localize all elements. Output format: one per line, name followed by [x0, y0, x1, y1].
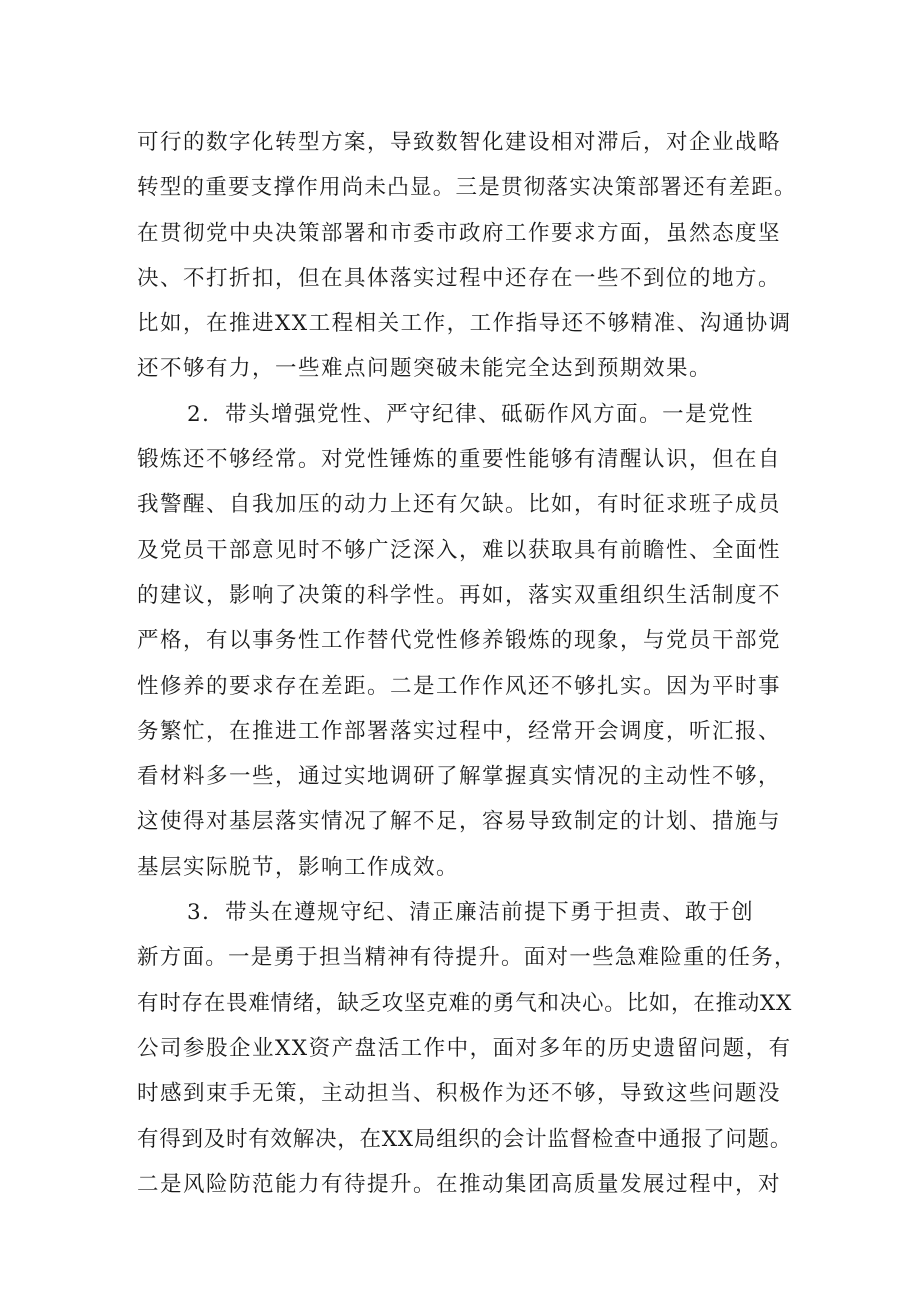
text-line: 严格，有以事务性工作替代党性修养锻炼的现象，与党员干部党: [137, 628, 782, 654]
text-line: 决、不打折扣，但在具体落实过程中还存在一些不到位的地方。: [137, 265, 782, 291]
text-line: 有时存在畏难情绪，缺乏攻坚克难的勇气和决心。比如，在推动XX: [137, 990, 793, 1016]
text-line: 我警醒、自我加压的动力上还有欠缺。比如，有时征求班子成员: [137, 492, 782, 518]
text-line: 的建议，影响了决策的科学性。再如，落实双重组织生活制度不: [137, 582, 782, 608]
text-line: 公司参股企业XX资产盘活工作中，面对多年的历史遗留问题，有: [137, 1035, 792, 1061]
text-line: 比如，在推进XX工程相关工作，工作指导还不够精准、沟通协调: [137, 311, 792, 337]
text-line: 性修养的要求存在差距。二是工作作风还不够扎实。因为平时事: [137, 673, 782, 699]
text-line: 在贯彻党中央决策部署和市委市政府工作要求方面，虽然态度坚: [137, 220, 782, 246]
text-line: 转型的重要支撑作用尚未凸显。三是贯彻落实决策部署还有差距。: [137, 175, 797, 201]
text-line: 务繁忙，在推进工作部署落实过程中，经常开会调度，听汇报、: [137, 718, 782, 744]
text-line: 可行的数字化转型方案，导致数智化建设相对滞后，对企业战略: [137, 130, 782, 155]
text-line: 二是风险防范能力有待提升。在推动集团高质量发展过程中，对: [137, 1171, 782, 1197]
text-line: 时感到束手无策，主动担当、积极作为还不够，导致这些问题没: [137, 1081, 782, 1107]
paragraph-first-line: 3．带头在遵规守纪、清正廉洁前提下勇于担责、敢于创: [187, 900, 755, 926]
text-line: 这使得对基层落实情况了解不足，容易导致制定的计划、措施与: [137, 809, 782, 835]
paragraph-first-line: 2．带头增强党性、严守纪律、砥砺作风方面。一是党性: [187, 401, 755, 427]
text-line: 锻炼还不够经常。对党性锤炼的重要性能够有清醒认识，但在自: [137, 447, 782, 473]
text-line: 看材料多一些，通过实地调研了解掌握真实情况的主动性不够，: [137, 764, 782, 790]
body-text: [137, 120, 797, 1207]
text-line: 还不够有力，一些难点问题突破未能完全达到预期效果。: [137, 356, 713, 382]
text-line: 及党员干部意见时不够广泛深入，难以获取具有前瞻性、全面性: [137, 537, 782, 563]
text-line: 基层实际脱节，影响工作成效。: [137, 854, 460, 880]
text-line: 有得到及时有效解决，在XX局组织的会计监督检查中通报了问题。: [137, 1126, 793, 1152]
text-line: 新方面。一是勇于担当精神有待提升。面对一些急难险重的任务，: [137, 945, 797, 971]
